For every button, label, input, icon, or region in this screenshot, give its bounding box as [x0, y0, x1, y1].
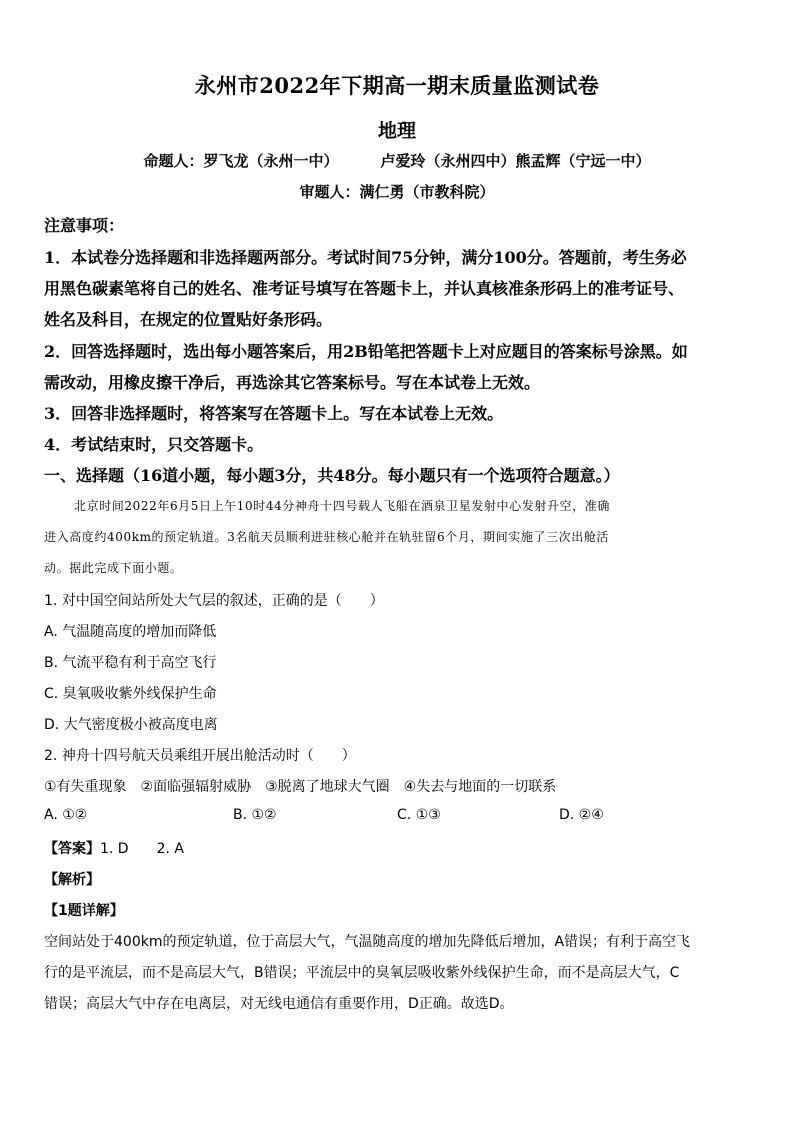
- question-1-option-b: B. 气流平稳有利于高空飞行: [44, 655, 217, 671]
- section-heading: 一、选择题（16道小题，每小题3分，共48分。每小题只有一个选项符合题意。）: [44, 466, 620, 485]
- question-2-option-a: A. ①②: [44, 807, 88, 823]
- passage-line: 进入高度约400km的预定轨道。3名航天员顺利进驻核心舱并在轨驻留6个月，期间实施了三次出舱活: [44, 530, 610, 544]
- notes-line: 4．考试结束时，只交答题卡。: [44, 435, 264, 454]
- analysis-line: 空间站处于400km的预定轨道，位于高层大气，气温随高度的增加先降低后增加，A错误；有利于高空飞: [44, 934, 691, 950]
- exam-title: 永州市2022年下期高一期末质量监测试卷: [194, 73, 600, 98]
- author-secondary: 卢爱玲（永州四中）熊孟辉（宁远一中）: [380, 152, 651, 170]
- question-1-stem: 1. 对中国空间站所处大气层的叙述，正确的是（ ）: [44, 593, 384, 609]
- subject-title: 地理: [377, 120, 416, 142]
- reviewer-line: 审题人：满仁勇（市教科院）: [299, 183, 495, 201]
- author-primary: 命题人：罗飞龙（永州一中）: [143, 152, 339, 170]
- question-2-stem: 2. 神舟十四号航天员乘组开展出舱活动时（ ）: [44, 748, 356, 764]
- notes-line: 用黑色碳素笔将自己的姓名、准考证号填写在答题卡上，并认真核准条形码上的准考证号、: [44, 279, 685, 298]
- passage-line: 北京时间2022年6月5日上午10时44分神舟十四号载人飞船在酒泉卫星发射中心发射升空，准确: [74, 499, 610, 513]
- question-2-option-c: C. ①③: [397, 807, 441, 823]
- analysis-tag: 【解析】: [44, 872, 100, 888]
- notes-line: 姓名及科目，在规定的位置贴好条形码。: [44, 310, 333, 329]
- question-2-option-d: D. ②④: [559, 807, 604, 823]
- analysis-subtag: 【1题详解】: [44, 903, 124, 919]
- notes-line: 3．回答非选择题时，将答案写在答题卡上。写在本试卷上无效。: [44, 404, 504, 423]
- answer-line: [44, 838, 184, 858]
- question-2-option-b: B. ①②: [233, 807, 277, 823]
- authors-line: [0, 150, 794, 171]
- passage-line: 动。据此完成下面小题。: [44, 561, 183, 575]
- analysis-line: 错误；高层大气中存在电离层，对无线电通信有重要作用，D正确。故选D。: [44, 996, 514, 1012]
- question-2-items: ①有失重现象 ②面临强辐射威胁 ③脱离了地球大气圈 ④失去与地面的一切联系: [44, 779, 557, 795]
- analysis-line: 行的是平流层，而不是高层大气，B错误；平流层中的臭氧层吸收紫外线保护生命，而不是高层大气，C: [44, 965, 680, 981]
- question-1-option-c: C. 臭氧吸收紫外线保护生命: [44, 686, 217, 702]
- answer-tag: 【答案】: [44, 841, 100, 857]
- question-1-option-a: A. 气温随高度的增加而降低: [44, 624, 217, 640]
- notes-line: 1．本试卷分选择题和非选择题两部分。考试时间75分钟，满分100分。答题前，考生务必: [44, 248, 687, 267]
- answer-values: 1. D 2. A: [100, 841, 184, 857]
- notes-line: 需改动，用橡皮擦干净后，再选涂其它答案标号。写在本试卷上无效。: [44, 373, 541, 392]
- notes-line: 2．回答选择题时，选出每小题答案后，用2B铅笔把答题卡上对应题目的答案标号涂黑。如: [44, 342, 688, 361]
- notes-heading: 注意事项：: [44, 216, 125, 235]
- question-1-option-d: D. 大气密度极小被高度电离: [44, 717, 218, 733]
